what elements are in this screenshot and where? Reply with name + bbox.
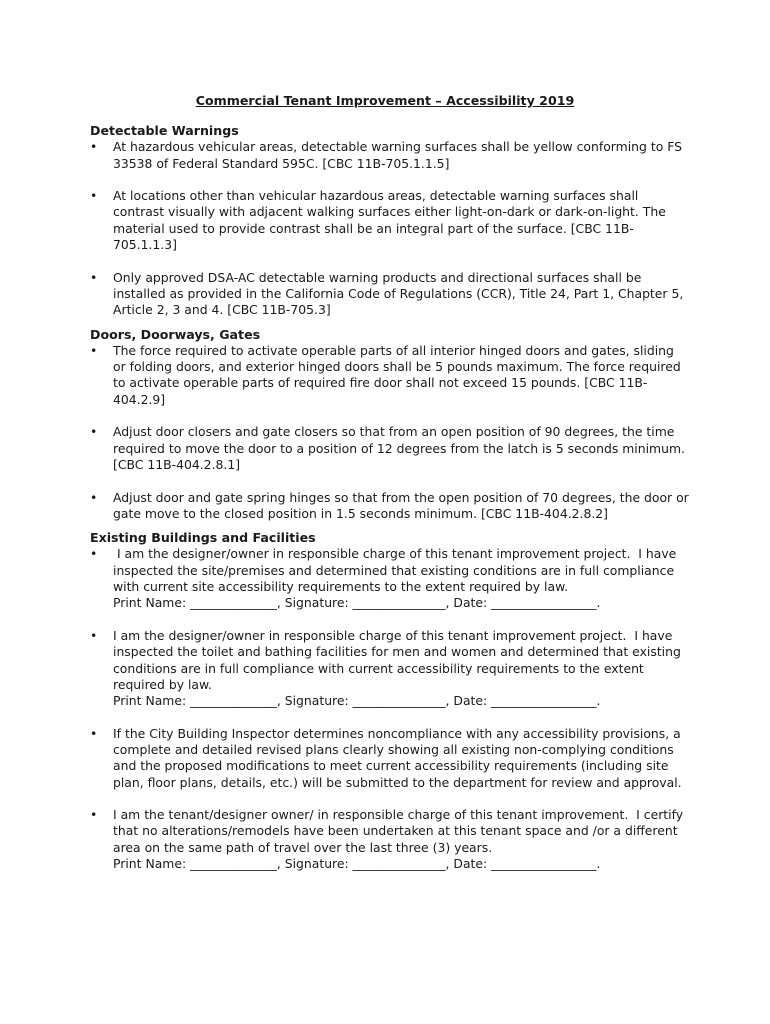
list-item-text: I am the designer/owner in responsible charge of this tenant improvement project. I have inspected the toilet and bathing facilities for men and women and determined that existing conditions are in full compliance with current accessibility requirements to the extent required by law. (113, 627, 685, 692)
section-detectable-warnings (90, 123, 690, 319)
bullet-list (90, 343, 690, 522)
bullet-icon: • (90, 546, 98, 562)
bullet-icon: • (90, 139, 98, 155)
bullet-list (90, 546, 690, 872)
list-item (90, 270, 690, 319)
bullet-icon: • (90, 807, 98, 823)
list-item (90, 490, 690, 523)
list-item (90, 807, 690, 872)
signature-line[interactable]: Print Name: ______________, Signature: _______________, Date: _________________. (113, 693, 601, 709)
bullet-list (90, 139, 690, 318)
list-item (90, 424, 690, 473)
list-item (90, 188, 690, 253)
signature-line[interactable]: Print Name: ______________, Signature: _______________, Date: _________________. (113, 595, 601, 611)
list-item-text: Adjust door and gate spring hinges so that from the open position of 70 degrees, the door or gate move to the closed position in 1.5 seconds minimum. [CBC 11B-404.2.8.2] (113, 489, 689, 521)
section-heading: Existing Buildings and Facilities (90, 530, 316, 546)
list-item-text: At hazardous vehicular areas, detectable warning surfaces shall be yellow conforming to FS 33538 of Federal Standard 595C. [CBC 11B-705.1.1.5] (113, 139, 682, 171)
bullet-icon: • (90, 627, 98, 643)
list-item (90, 628, 690, 709)
list-item-text: Only approved DSA-AC detectable warning products and directional surfaces shall be installed as provided in the California Code of Regulations (CCR), Title 24, Part 1, Chapter 5, Article 2, 3 and 4. [CBC 11B-705.3] (113, 269, 684, 318)
list-item (90, 546, 690, 611)
list-item (90, 726, 690, 791)
list-item-text: The force required to activate operable parts of all interior hinged doors and gates, sliding or folding doors, and exterior hinged doors shall be 5 pounds maximum. The force required to activate operable parts of required fire door shall not exceed 15 pounds. [CBC 11B-404.2.9] (113, 342, 681, 407)
bullet-icon: • (90, 725, 98, 741)
list-item (90, 139, 690, 172)
list-item-text: I am the designer/owner in responsible charge of this tenant improvement project. I have inspected the site/premises and determined that existing conditions are in full compliance with current site accessibility requirements to the extent required by law. (113, 546, 681, 595)
bullet-icon: • (90, 342, 98, 358)
list-item-text: If the City Building Inspector determines noncompliance with any accessibility provisions, a complete and detailed revised plans clearly showing all existing non-complying conditions and the proposed modifications to meet current accessibility requirements (including site plan, floor plans, details, etc.) will be submitted to the department for review and approval. (113, 725, 685, 790)
bullet-icon: • (90, 188, 98, 204)
bullet-icon: • (90, 269, 98, 285)
signature-line[interactable]: Print Name: ______________, Signature: _______________, Date: _________________. (113, 856, 601, 872)
section-heading: Detectable Warnings (90, 123, 239, 138)
section-doors (90, 327, 690, 523)
section-existing-buildings (90, 530, 690, 872)
bullet-icon: • (90, 424, 98, 440)
list-item-text: I am the tenant/designer owner/ in responsible charge of this tenant improvement. I certify that no alterations/remodels have been undertaken at this tenant space and /or a different area on the same path of travel over the last three (3) years. (113, 807, 688, 855)
list-item-text: Adjust door closers and gate closers so that from an open position of 90 degrees, the time required to move the door to a position of 12 degrees from the latch is 5 seconds minimum. [CBC 11B-404.2.8.1] (113, 424, 685, 472)
bullet-icon: • (90, 489, 98, 505)
section-heading: Doors, Doorways, Gates (90, 326, 261, 342)
list-item (90, 343, 690, 408)
document-body (90, 123, 690, 872)
list-item-text: At locations other than vehicular hazardous areas, detectable warning surfaces shall contrast visually with adjacent walking surfaces either light-on-dark or dark-on-light. The material used to provide contrast shall be an integral part of the surface. [CBC 11B-705.1.1.3] (113, 188, 666, 253)
page-title: Commercial Tenant Improvement – Accessibility 2019 (195, 93, 575, 108)
